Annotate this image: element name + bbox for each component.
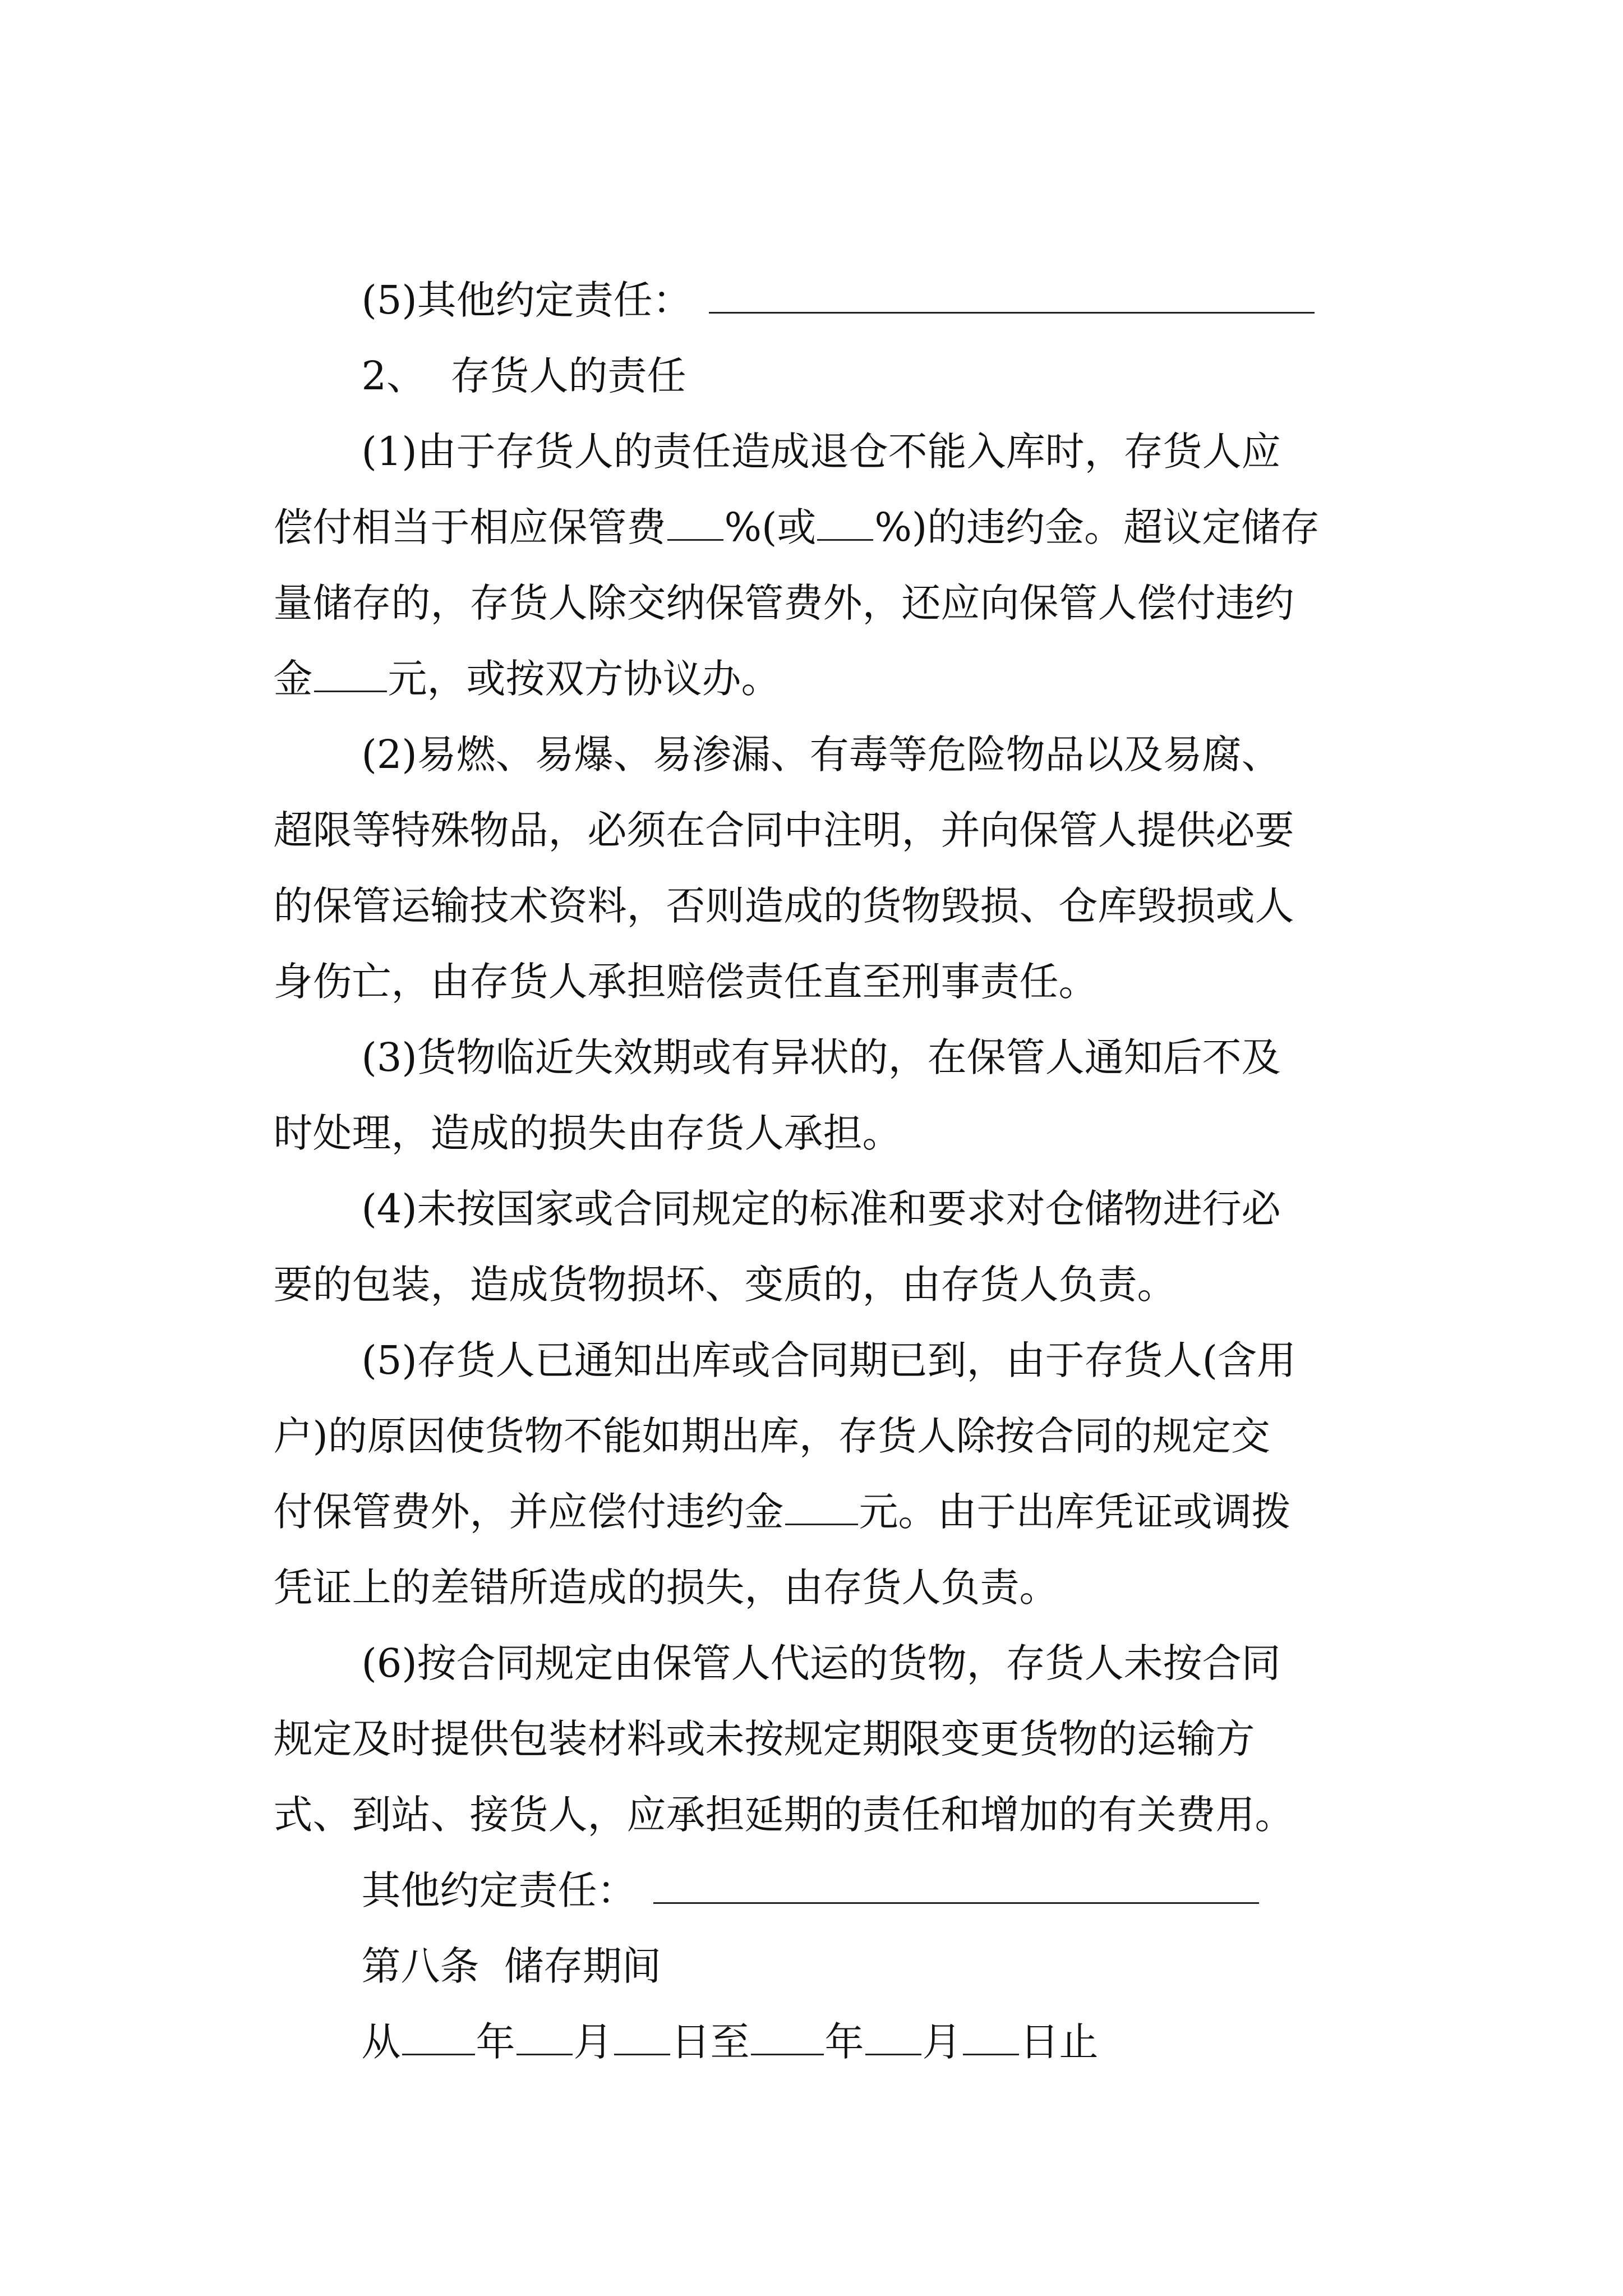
line-text: 日至 bbox=[671, 2019, 750, 2065]
text-line bbox=[336, 1276, 1296, 1383]
fill-blank[interactable] bbox=[653, 1869, 1259, 1904]
line-text: (5)其他约定责任： bbox=[361, 277, 692, 323]
line-text: (2)易燃、易爆、易渗漏、有毒等危险物品以及易腐、 bbox=[361, 731, 1281, 777]
line-text: %)的违约金。超议定储存 bbox=[874, 504, 1320, 550]
text-line bbox=[248, 1428, 1291, 1535]
text-line bbox=[248, 898, 1098, 1005]
text-line bbox=[336, 367, 1281, 475]
line-text: (4)未按国家或合同规定的标准和要求对仓储物进行必 bbox=[361, 1186, 1281, 1232]
month-blank[interactable] bbox=[865, 2020, 921, 2055]
line-text: 从 bbox=[361, 2019, 401, 2065]
text-line bbox=[248, 822, 1294, 929]
day-blank[interactable] bbox=[614, 2020, 670, 2055]
text-line bbox=[248, 746, 1294, 853]
text-line bbox=[248, 1731, 1294, 1838]
line-text: 金 bbox=[273, 656, 313, 702]
line-text: (3)货物临近失效期或有异状的，在保管人通知后不及 bbox=[361, 1034, 1281, 1080]
year-blank[interactable] bbox=[751, 2020, 824, 2055]
line-text: 凭证上的差错所造成的损失，由存货人负责。 bbox=[273, 1565, 1059, 1611]
line-text: 量储存的，存货人除交纳保管费外，还应向保管人偿付违约 bbox=[273, 580, 1294, 626]
line-text: 身伤亡，由存货人承担赔偿责任直至刑事责任。 bbox=[273, 959, 1098, 1005]
line-text: 日止 bbox=[1020, 2019, 1099, 2065]
line-text: 第八条 储存期间 bbox=[361, 1943, 662, 1989]
line-text: 2、 存货人的责任 bbox=[361, 353, 686, 399]
line-text: 年 bbox=[476, 2019, 515, 2065]
day-blank[interactable] bbox=[963, 2020, 1019, 2055]
text-line bbox=[248, 1503, 1059, 1611]
line-text: 付保管费外，并应偿付违约金 bbox=[273, 1489, 784, 1535]
line-text: 要的包装，造成货物损坏、变质的，由存货人负责。 bbox=[273, 1262, 1177, 1308]
text-line bbox=[248, 595, 781, 702]
line-text: (6)按合同规定由保管人代运的货物，存货人未按合同 bbox=[361, 1640, 1281, 1686]
line-text: 超限等特殊物品，必须在合同中注明，并向保管人提供必要 bbox=[273, 807, 1294, 853]
text-line bbox=[336, 1806, 1260, 1913]
line-text: 年 bbox=[824, 2019, 864, 2065]
line-text: 规定及时提供包装材料或未按规定期限变更货物的运输方 bbox=[273, 1716, 1255, 1762]
line-text: 式、到站、接货人，应承担延期的责任和增加的有关费用。 bbox=[273, 1792, 1294, 1838]
line-text: 其他约定责任： bbox=[361, 1867, 637, 1913]
line-text: 月 bbox=[573, 2019, 613, 2065]
text-line bbox=[248, 1200, 1177, 1308]
line-text: 元。由于出库凭证或调拨 bbox=[859, 1489, 1291, 1535]
date-range-line bbox=[336, 1958, 1099, 2065]
line-text: 月 bbox=[922, 2019, 962, 2065]
line-text: 的保管运输技术资料，否则造成的货物毁损、仓库毁损或人 bbox=[273, 883, 1294, 929]
text-line bbox=[248, 1655, 1255, 1762]
text-line bbox=[248, 1049, 902, 1156]
text-line bbox=[336, 216, 1316, 323]
line-text: (1)由于存货人的责任造成退仓不能入库时，存货人应 bbox=[361, 429, 1281, 475]
text-line bbox=[248, 1352, 1270, 1459]
fill-blank[interactable] bbox=[709, 278, 1315, 314]
line-text: 时处理，造成的损失由存货人承担。 bbox=[273, 1110, 902, 1156]
section-heading bbox=[336, 1882, 662, 1989]
line-text: 元，或按双方协议办。 bbox=[388, 656, 781, 702]
text-line bbox=[336, 292, 686, 399]
text-line bbox=[248, 443, 1320, 550]
month-blank[interactable] bbox=[517, 2020, 573, 2055]
line-text: 偿付相当于相应保管费 bbox=[273, 504, 666, 550]
line-text: 户)的原因使货物不能如期出库，存货人除按合同的规定交 bbox=[273, 1413, 1270, 1459]
line-text: %(或 bbox=[724, 504, 817, 550]
line-text: (5)存货人已通知出库或合同期已到，由于存货人(含用 bbox=[361, 1337, 1296, 1383]
text-line bbox=[336, 1125, 1281, 1232]
year-blank[interactable] bbox=[402, 2020, 475, 2055]
text-line bbox=[336, 1579, 1281, 1686]
text-line bbox=[336, 973, 1281, 1080]
text-line bbox=[248, 519, 1294, 626]
text-line bbox=[336, 670, 1281, 777]
